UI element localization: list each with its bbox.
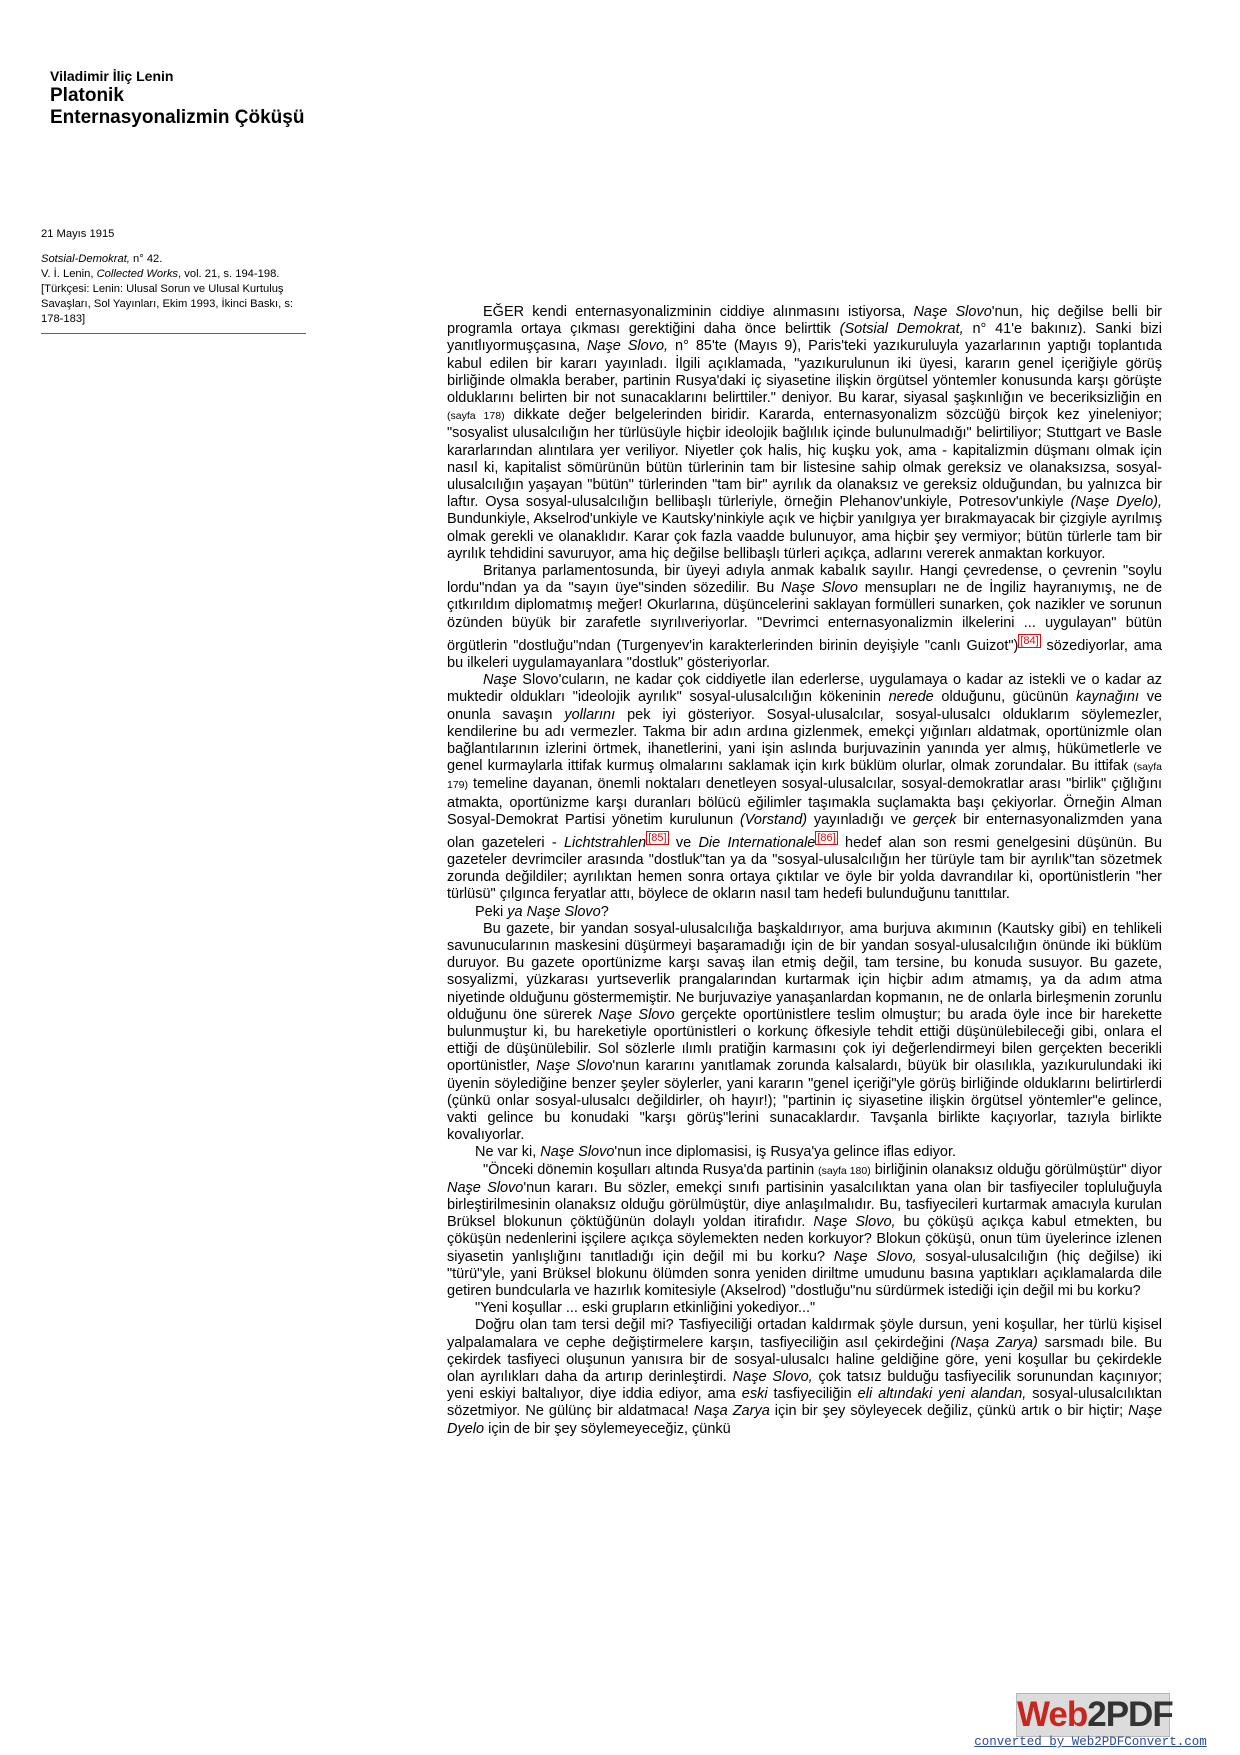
author-name: Viladimir İliç Lenin: [50, 68, 174, 84]
web2pdf-logo[interactable]: Web2PDF: [1016, 1693, 1170, 1737]
works-author: V. İ. Lenin,: [41, 268, 97, 280]
source-line: [41, 252, 311, 267]
footnote-link-84[interactable]: [84]: [1020, 634, 1039, 647]
paragraph-7: "Önceki dönemin koşulları altında Rusya'da partinin (sayfa 180) birliğinin olanaksız olduğu görülmüştür" diyor Naşe Slovo'nun kararı. Bu sözler, emekçi sınıfı partisinin yasalcılıktan yana olan bir tasfiyeciler topluluğuyla birleştirilmesinin olanaksız olduğu görülmüştür, diye anlaşılmalıdır. Bu, tasfiyecileri kurtarmak amacıyla kurulan Brüksel blokunun çöktüğünün dolaylı yoldan itirafıdır. Naşe Slovo, bu çöküşü açıkça kabul etmekten, bu çöküşün nedenlerini işçilere açıkça söylemekten neden korkuyor? Blokun çöküşü, onun tüm üyelerince izlenen siyasetin yanlışlığını tanıtladığı için değil mi bu korku? Naşe Slovo, sosyal-ulusalcılığın (hiç değilse) iki "türü"yle, yani Brüksel blokunu ölümden sonra yeniden diriltme umudunu basına yaptıkları açıklamalarda dile getiren bundcularla ve hazırlık komitesiyle (Akselrod) "dostluğu"nu sürdürmek istediği için değil mi bu korku?: [447, 1161, 1163, 1300]
converted-by-link[interactable]: converted by Web2PDFConvert.com: [974, 1735, 1207, 1749]
paragraph-8: "Yeni koşullar ... eski grupların etkinliğini yokediyor...": [475, 1300, 816, 1317]
page-marker: (sayfa 180): [818, 1164, 871, 1177]
header: [50, 68, 350, 129]
source-journal: Sotsial-Demokrat,: [41, 253, 130, 265]
paragraph-9: Doğru olan tam tersi değil mi? Tasfiyeciliği ortadan kaldırmak şöyle dursun, yeni koşullar, her türlü kişisel yalpalamalara ve cephe değiştirmelere karşın, tasfiyeciliğin asıl çekirdeğini (Naşa Zarya) sarsmadı bile. Bu çekirdek tasfiyeci oluşunun yanısıra bir de sosyal-ulusalcı haline geldiğine göre, yeni koşullar bu çekirdekle olan ayrılıkları daha da artırıp derinleştirdi. Naşe Slovo, çok tatsız bulduğu tasfiyecilik sorunundan kaçınıyor; yeni eskiyi baltalıyor, diye iddia ediyor, ama eski tasfiyeciliğin eli altındaki yeni alandan, sosyal-ulusalcılıktan sözetmiyor. Ne gülünç bir aldatmaca! Naşa Zarya için bir şey söyleyecek değiliz, çünkü artık o bir hiçtir; Naşe Dyelo için de bir şey söylemeyeceğiz, çünkü: [447, 1317, 1163, 1437]
meta-divider: [41, 333, 306, 334]
footnote-link-86[interactable]: [86]: [817, 831, 836, 844]
paragraph-2: Britanya parlamentosunda, bir üyeyi adıyla anmak kabalık sayılır. Hangi çevredense, o çevrenin "soylu lordu"ndan ya da "sayın üye"sinden sözedilir. Bu Naşe Slovo mensupları ne de İngiliz hayranıymış, ne de çıtkırıldım diplomatmış meğer! Okurlarına, düşüncelerini saklayan formülleri sunarken, çok nazikler ve sorunun özünden büyük bir zarafetle sıyrılıveriyorlar. "Devrimci enternasyonalizmin ilkelerini ... uygulayan" bütün örgütlerin "dostluğu"ndan (Turgenyev'in karakterlerinden birinin deyişiyle "canlı Guizot") [84] sözediyorlar, ama bu ilkeleri uygulamayanlara "dostluk" gösteriyorlar.: [447, 563, 1163, 671]
paragraph-1: EĞER kendi enternasyonalizminin ciddiye alınmasını istiyorsa, Naşe Slovo'nun, hiç değilse belli bir programla ortaya çıkması gerektiğini daha önce belirttik (Sotsial Demokrat, n° 41'e bakınız). Sanki bizi yanıtlıyormuşçasına, Naşe Slovo, n° 85'te (Mayıs 9), Paris'teki yazıkuruluyla yazarlarının yaptığı toplantıda kabul edilen bir kararı yayınladı. İlgili açıklamada, "yazıkurulunun iki üyesi, kararın genel içeriğiyle görüş birliğinde olmakla beraber, partinin Rusya'daki iç siyasetine ilişkin örgütsel yöntemler konusunda karşı görüşte olduklarını belirten bir not sunacaklarını belirttiler." deniyor. Bu karar, siyasal şaşkınlığın ve beceriksizliğin en (sayfa 178) dikkate değer belgelerinden biridir. Kararda, enternasyonalizm sözcüğü birçok kez yineleniyor; "sosyalist ulusalcılığın her türlüsüyle hiçbir ideolojik bağlılık içinde bulunulmadığı" belirtiliyor; Stuttgart ve Basle kararlarından alıntılara yer veriliyor. Niyetler çok halis, hiç kuşku yok, ama - kapitalizmin düşmanı olmak için nasıl ki, kapitalist sömürünün bütün türlerinin tam bir listesine sahip olmak gereksiz ve olanaksızsa, sosyal-ulusalcılığın yaşayan "bütün" türlerinden "tam bir" ayrılık da olanaksız ve gereksiz olduğundan, bu yalnızca bir laftır. Oysa sosyal-ulusalcılığın bellibaşlı türleriyle, örneğin Plehanov'unkiyle, Potresov'unkiyle (Naşe Dyelo), Bundunkiyle, Akselrod'unkiyle ve Kautsky'ninkiyle açık ve hiçbir yanılgıya yer bırakmayacak bir çizgiyle ayrılmış olmak gerekli ve olanaklıdır. Karar çok fazla vaadde bulunuyor, ama hiçbir şey vermiyor; bütün türlerle tam bir ayrılık tehdidini savuruyor, ama hiç değilse bellibaşlı türleri açıkça, adlarını vererek anmaktan korkuyor.: [447, 304, 1163, 562]
source-meta: [41, 227, 311, 327]
article-body: [447, 304, 1162, 1438]
turkish-edition: [Türkçesi: Lenin: Ulusal Sorun ve Ulusal Kurtuluş Savaşları, Sol Yayınları, Ekim 1993, İkinci Baskı, s: 178-183]: [41, 283, 294, 325]
page-title-line2: Enternasyonalizmin Çöküşü: [50, 107, 305, 128]
publication-date: 21 Mayıs 1915: [41, 228, 115, 240]
paragraph-3: Naşe Slovo'cuların, ne kadar çok ciddiyetle ilan ederlerse, uygulamaya o kadar az istekli ve o kadar az muktedir oldukları "ideolojik ayrılık" sosyal-ulusalcılığın kökeninin nerede olduğunu, gücünün kaynağını ve onunla savaşın yollarını pek iyi gösteriyor. Sosyal-ulusalcılar, sosyal-ulusalcı olduklarım söylemezler, kendilerine bu adı vermezler. Takma bir adın ardına gizlenmek, emekçi yığınları aldatmak, oportünizmle olan bağlantılarının izlerini örtmek, ihanetlerini, yani işin aslında burjuvazinin yanında yer almış, hükümetlerle ve genel kurmaylarla ittifak kurmuş olmalarını saklamak için kırk büklüm olurlar, olmak zorundalar. Bu ittifak (sayfa 179) temeline dayanan, önemli noktaları denetleyen sosyal-ulusalcılar, sosyal-demokratlar arası "birlik" çığlığını atmakta, oportünizme karşı duranları bölücü eğilimler taşımakla suçlamakta başı çekiyorlar. Örneğin Alman Sosyal-Demokrat Partisi yönetim kurulunun (Vorstand) yayınladığı ve gerçek bir enternasyonalizmden yana olan gazeteleri - Lichtstrahlen [85] ve Die Internationale [86] hedef alan son resmi genelgesini düşünün. Bu gazeteler devrimciler arasında "dostluk"tan ya da "sosyal-ulusalcılığın her türüyle tam bir ayrılık"tan sözetmek zorunda değildiler; ayrılıktan hemen sonra ortaya çıktılar ve öyle bir yolda davrandılar ki, oportünistlerin "her türlüsü" çılgınca feryatlar attı, böylece de okların nasıl tam hedefi bulunduğunu tanıttılar.: [447, 672, 1163, 903]
source-issue: n° 42.: [129, 253, 163, 265]
paragraph-5: Bu gazete, bir yandan sosyal-ulusalcılığa başkaldırıyor, ama burjuva akımının (Kautsky gibi) en tehlikeli savunucularının maskesini düşürmeyi başaramadığı için de bir yandan sosyal-ulusalcılığın önünde iki büklüm duruyor. Bu gazete oportünizme karşı savaş ilan etmiş değil, tam tersine, bu konuda susuyor. Bu gazete, sosyalizmi, yüzkarası yurtseverlik prangalarından kurtarmak için hiçbir adım atmamış, ya da adım atma niyetinde olduğunu göstermemiştir. Ne burjuvaziye yanaşanlardan kopmanın, ne de onlarla birleşmenin zorunlu olduğunu öne sürerek Naşe Slovo gerçekte oportünistlere teslim olmuştur; bu arada öyle ince bir harekette bulunmuştur ki, bu hareketiyle oportünistleri o korkunç öfkesiyle tehdit ettiği düşünülebileceği gibi, onlara el ettiği de düşünülebilir. Sol sözlerle ılımlı pratiğin karmasını çok iyi değerlendirmeyi bilen gerçekten becerikli oportünistler, Naşe Slovo'nun kararını yanıtlamak zorunda kalsalardı, büyük bir olasılıkla, yazıkurulundaki iki üyenin söylediğine benzer şeyler söylerler, yani kararın "genel içeriği"yle görüş birliğinde olduklarını belirtirlerdi (çünkü onlar sosyal-ulusalcı değildirler, oh hayır!); "partinin iç siyasetine ilişkin örgütsel yöntemler"e gelince, vakti gelince bu konudaki "karşı görüş"lerini sunacaklardır. Tavşanla birlikte kaçıyorlar, tazıyla birlikte kovalıyorlar.: [447, 920, 1163, 1144]
works-title: Collected Works: [96, 268, 179, 280]
page-title-line1: Platonik: [50, 85, 124, 106]
paragraph-4: Peki ya Naşe Slovo?: [475, 903, 609, 920]
paragraph-6: Ne var ki, Naşe Slovo'nun ince diplomasisi, iş Rusya'ya gelince iflas ediyor.: [475, 1144, 957, 1161]
footnote-link-85[interactable]: [85]: [648, 831, 667, 844]
works-line: [41, 267, 311, 282]
page-marker: (sayfa 179): [447, 761, 1162, 792]
page-marker: (sayfa 178): [447, 410, 505, 423]
web2pdf-footer: [968, 1693, 1213, 1751]
works-volume: , vol. 21, s. 194-198.: [178, 268, 280, 280]
